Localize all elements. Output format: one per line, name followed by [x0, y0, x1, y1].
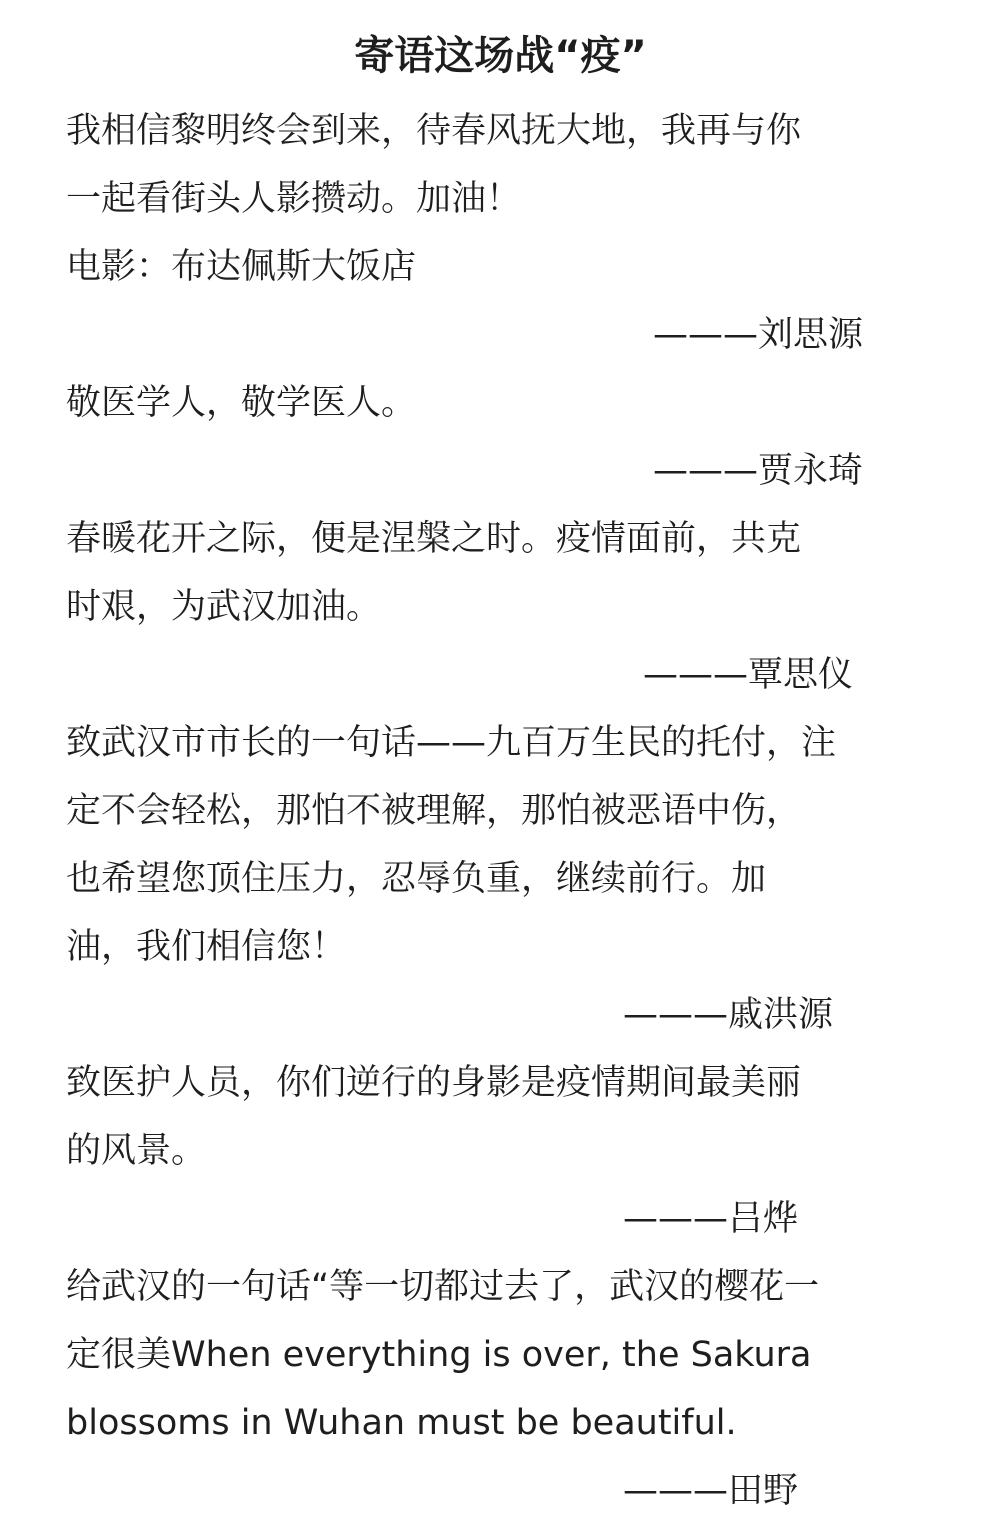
signature: ———戚洪源: [623, 995, 834, 1035]
message-line: 也希望您顶住压力，忍辱负重，继续前行。加: [66, 859, 767, 899]
signature: ———刘思源: [653, 315, 864, 355]
signature: ———贾永琦: [653, 451, 864, 491]
message-line: 的风景。: [66, 1131, 207, 1171]
message-line: 电影：布达佩斯大饭店: [66, 247, 417, 287]
message-line: 致武汉市市长的一句话——九百万生民的托付，注: [66, 723, 837, 763]
message-line: 时艰，为武汉加油。: [66, 587, 382, 627]
page-title: 寄语这场战“疫”: [354, 33, 647, 79]
message-line: 定很美When everything is over, the Sakura: [66, 1335, 812, 1375]
message-line: blossoms in Wuhan must be beautiful.: [66, 1403, 737, 1443]
message-line: 油，我们相信您！: [66, 927, 347, 967]
message-line: 致医护人员，你们逆行的身影是疫情期间最美丽: [66, 1063, 802, 1103]
message-line: 给武汉的一句话“等一切都过去了，武汉的樱花一: [66, 1267, 820, 1307]
message-line: 春暖花开之际，便是涅槃之时。疫情面前，共克: [66, 519, 802, 559]
signature: ———覃思仪: [643, 655, 854, 695]
signature: ———吕烨: [623, 1199, 799, 1239]
signature: ———田野: [623, 1471, 799, 1511]
message-line: 定不会轻松，那怕不被理解，那怕被恶语中伤，: [66, 791, 802, 831]
message-line: 一起看街头人影攒动。加油！: [66, 179, 522, 219]
message-line: 敬医学人，敬学医人。: [66, 383, 417, 423]
message-line: 我相信黎明终会到来，待春风抚大地，我再与你: [66, 111, 802, 151]
